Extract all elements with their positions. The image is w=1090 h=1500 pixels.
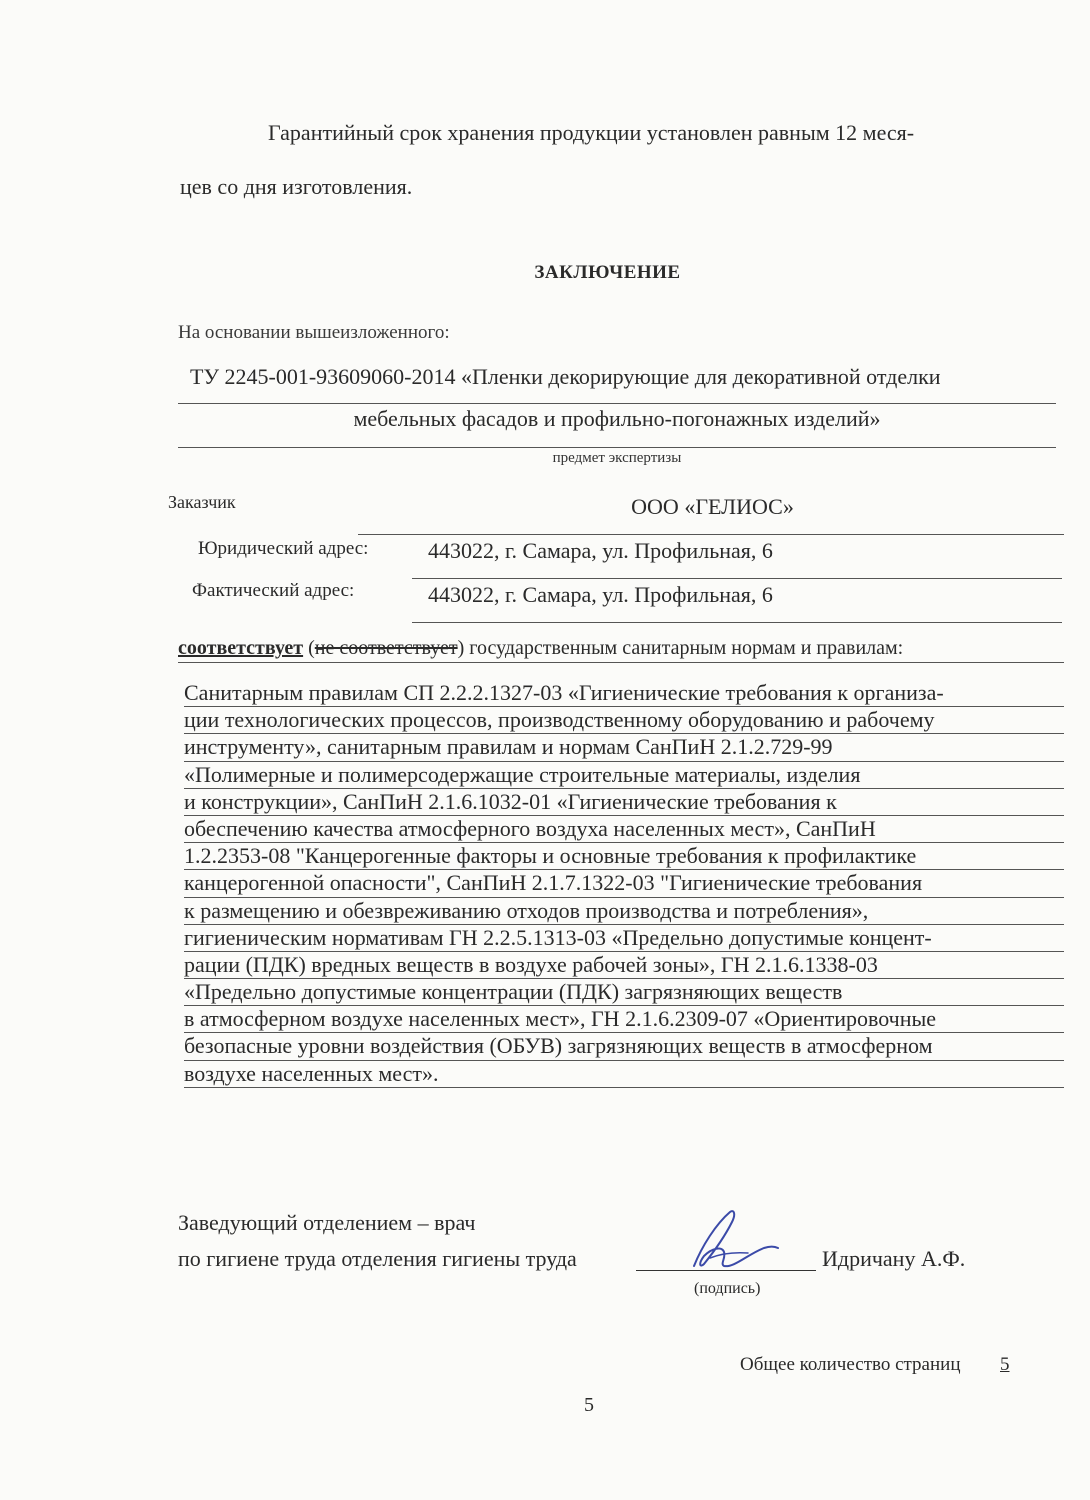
norm-line: безопасные уровни воздействия (ОБУВ) загрязняющих веществ в атмосферном xyxy=(184,1033,1064,1060)
legal-address-value: 443022, г. Самара, ул. Профильная, 6 xyxy=(428,538,773,563)
total-pages-value: 5 xyxy=(1000,1354,1010,1375)
norm-line: рации (ПДК) вредных веществ в воздухе рабочей зоны», ГН 2.1.6.1338-03 xyxy=(184,952,1064,979)
subject-line1: ТУ 2245-001-93609060-2014 «Пленки декорирующие для декоративной отделки xyxy=(190,364,941,389)
signatory-name: Идричану А.Ф. xyxy=(822,1246,966,1271)
subject-line2: мебельных фасадов и профильно-погонажных изделий» xyxy=(353,406,881,431)
customer-underline xyxy=(358,534,1064,535)
total-pages-label: Общее количество страниц xyxy=(740,1354,961,1375)
norm-line: 1.2.2353-08 "Канцерогенные факторы и основные требования к профилактике xyxy=(184,843,1064,870)
norm-line: воздухе населенных мест». xyxy=(184,1061,1064,1088)
norm-line: Санитарным правилам СП 2.2.2.1327-03 «Гигиенические требования к организа- xyxy=(184,680,1064,707)
norm-line: инструменту», санитарным правилам и нормам СанПиН 2.1.2.729-99 xyxy=(184,734,1064,761)
norm-line: обеспечению качества атмосферного воздуха населенных мест», СанПиН xyxy=(184,816,1064,843)
sanitary-norms-list xyxy=(184,680,1064,1088)
page-number: 5 xyxy=(584,1394,594,1416)
conclusion-title: ЗАКЛЮЧЕНИЕ xyxy=(534,262,681,283)
verdict-not-complies: не соответствует xyxy=(314,637,458,659)
norm-line: гигиеническим нормативам ГН 2.2.5.1313-03 «Предельно допустимые концент- xyxy=(184,925,1064,952)
norm-line: канцерогенной опасности", СанПиН 2.1.7.1322-03 "Гигиенические требования xyxy=(184,870,1064,897)
signature-caption: (подпись) xyxy=(694,1280,761,1297)
warranty-text-line2: цев со дня изготовления. xyxy=(180,174,413,199)
warranty-text-line1: Гарантийный срок хранения продукции установлен равным 12 меся- xyxy=(268,120,915,145)
subject-underline-1 xyxy=(178,403,1056,404)
compliance-verdict xyxy=(178,637,903,660)
signatory-position-line1: Заведующий отделением – врач xyxy=(178,1210,476,1235)
verdict-rest: ) государственным санитарным нормам и правилам: xyxy=(457,637,904,659)
subject-underline-2 xyxy=(178,447,1056,448)
actual-address-label: Фактический адрес: xyxy=(192,580,355,601)
subject-caption: предмет экспертизы xyxy=(552,450,682,466)
norm-line: «Предельно допустимые концентрации (ПДК) загрязняющих веществ xyxy=(184,979,1064,1006)
verdict-paren-open: ( xyxy=(303,637,315,659)
actual-address-value: 443022, г. Самара, ул. Профильная, 6 xyxy=(428,582,773,607)
norm-line: к размещению и обезвреживанию отходов производства и потребления», xyxy=(184,898,1064,925)
verdict-underline xyxy=(178,662,1064,663)
verdict-complies: соответствует xyxy=(178,637,304,659)
norm-line: «Полимерные и полимерсодержащие строительные материалы, изделия xyxy=(184,762,1064,789)
actual-address-underline xyxy=(412,622,1062,623)
signatory-position-line2: по гигиене труда отделения гигиены труда xyxy=(178,1246,577,1271)
basis-label: На основании вышеизложенного: xyxy=(178,322,450,343)
customer-label: Заказчик xyxy=(168,492,236,512)
norm-line: ции технологических процессов, производственному оборудованию и рабочему xyxy=(184,707,1064,734)
norm-line: в атмосферном воздухе населенных мест», ГН 2.1.6.2309-07 «Ориентировочные xyxy=(184,1006,1064,1033)
legal-address-label: Юридический адрес: xyxy=(198,538,369,559)
norm-line: и конструкции», СанПиН 2.1.6.1032-01 «Гигиенические требования к xyxy=(184,789,1064,816)
handwritten-signature xyxy=(664,1206,784,1276)
legal-address-underline xyxy=(412,578,1062,579)
customer-name: ООО «ГЕЛИОС» xyxy=(631,494,794,519)
